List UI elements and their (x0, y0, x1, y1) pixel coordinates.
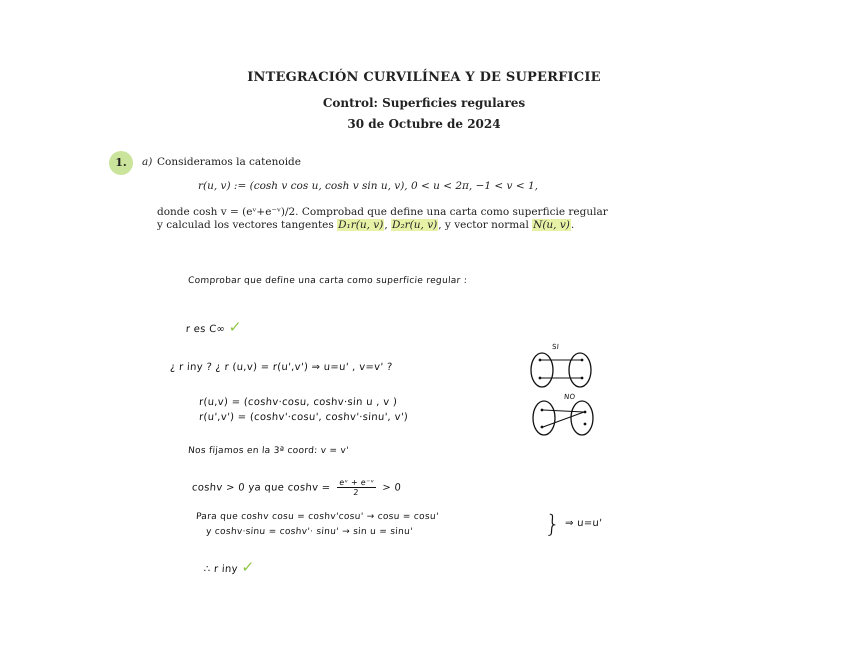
normal-n-highlight: N(u, v) (533, 219, 570, 231)
cosh-fraction (336, 478, 376, 497)
cosh-fraction-denominator: 2 (353, 488, 360, 497)
problem-part-label: a) (142, 156, 153, 168)
therefore-text: ∴ r iny (203, 564, 239, 575)
checkmark-icon: ✓ (228, 318, 243, 336)
problem-lead: Consideramos la catenoide (157, 156, 301, 168)
notes-smooth-line (185, 318, 242, 336)
notes-heading: Comprobar que define una carta como superficie regular : (187, 276, 468, 286)
notes-injective-question: ¿ r iny ? ¿ r (u,v) = r(u',v') ⇒ u=u' , v=v' ? (169, 362, 393, 373)
line-2-sep-1: , (384, 219, 392, 231)
problem-line-1: donde cosh v = (eᵛ+e⁻ᵛ)/2. Comprobad que define una carta como superficie regular (157, 206, 608, 218)
non-injective-map-diagram (530, 398, 596, 438)
cosh-fraction-numerator: eᵛ + e⁻ᵛ (337, 478, 377, 488)
line-2-prefix: y calculad los vectores tangentes (157, 219, 338, 231)
tangent-d2-highlight: D₂r(u, v) (392, 219, 438, 231)
document-title: INTEGRACIÓN CURVILÍNEA Y DE SUPERFICIE (247, 70, 601, 85)
notes-y-line: y coshv·sinu = coshv'· sinu' → sin u = sinu' (205, 527, 414, 537)
notes-therefore-line (203, 558, 255, 576)
notes-r-uv-prime: r(u',v') = (coshv'·cosu', coshv'·sinu', v') (198, 412, 409, 423)
line-2-sep-2: , y vector normal (438, 219, 533, 231)
notes-third-coord: Nos fijamos en la 3ª coord: v = v' (187, 446, 350, 456)
smooth-text: r es C∞ (185, 324, 226, 335)
tangent-d1-highlight: D₁r(u, v) (338, 219, 384, 231)
notes-cosh-positive (191, 478, 402, 497)
notes-brace: } (544, 510, 562, 538)
problem-formula: r(u, v) := (cosh v cos u, cosh v sin u, v), 0 < u < 2π, −1 < v < 1, (198, 180, 538, 192)
document-subtitle: Control: Superficies regulares (322, 96, 526, 110)
checkmark-icon: ✓ (240, 558, 255, 576)
problem-line-2 (157, 219, 574, 231)
line-2-end: . (570, 219, 575, 231)
cosh-positive-suffix: > 0 (381, 482, 402, 494)
notes-para-que: Para que coshv cosu = coshv'cosu' → cosu = cosu' (195, 512, 439, 522)
notes-r-uv: r(u,v) = (coshv·cosu, coshv·sin u , v ) (198, 397, 398, 408)
diagram-si-label: SI (551, 343, 560, 351)
problem-number-badge: 1. (109, 151, 133, 175)
document-date: 30 de Octubre de 2024 (347, 117, 501, 131)
notes-conclusion: ⇒ u=u' (564, 518, 603, 529)
injective-map-diagram (528, 350, 594, 390)
cosh-positive-prefix: coshv > 0 ya que coshv = (191, 482, 331, 494)
diagram-no-label: NO (563, 393, 576, 401)
